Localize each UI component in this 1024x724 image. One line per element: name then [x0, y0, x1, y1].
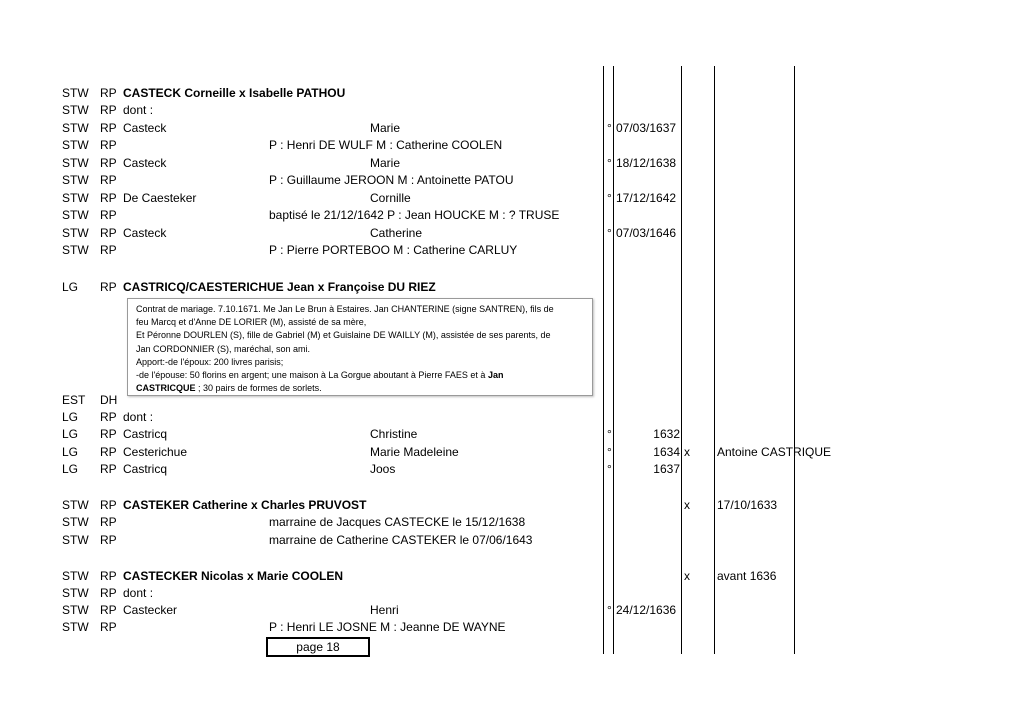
row-source: RP: [100, 121, 117, 135]
table-row: [0, 601, 1024, 619]
row-code: STW: [62, 226, 89, 240]
row-marriage-mark: x: [684, 569, 690, 583]
row-date: 24/12/1636: [616, 603, 677, 617]
row-source: RP: [100, 586, 117, 600]
row-source: RP: [100, 173, 117, 187]
table-row: [0, 408, 1024, 426]
row-surname: De Caesteker: [123, 191, 197, 205]
row-surname: Castecker: [123, 603, 178, 617]
row-given-name: Marie: [370, 121, 401, 135]
row-date: 07/03/1646: [616, 226, 677, 240]
row-note: baptisé le 21/12/1642 P : Jean HOUCKE M : ? TRUSE: [269, 208, 560, 222]
comment-line: Contrat de mariage. 7.10.1671. Me Jan Le Brun à Estaires. Jan CHANTERINE (signe SANTREN), fils de: [136, 304, 554, 314]
row-marriage-info: avant 1636: [717, 569, 777, 583]
row-code: STW: [62, 191, 89, 205]
row-surname: Casteck: [123, 226, 167, 240]
row-code: STW: [62, 603, 89, 617]
row-date: 17/12/1642: [616, 191, 677, 205]
row-given-name: Marie Madeleine: [370, 445, 459, 459]
table-row: [0, 567, 1024, 585]
row-surname: Casteck: [123, 121, 167, 135]
row-marriage-info: Antoine CASTRIQUE: [717, 445, 832, 459]
row-source: RP: [100, 515, 117, 529]
row-source: RP: [100, 138, 117, 152]
row-surname: Casteck: [123, 156, 167, 170]
comment-line: Jan CORDONNIER (S), maréchal, son ami.: [136, 343, 311, 354]
row-code: STW: [62, 121, 89, 135]
row-surname: dont :: [123, 103, 154, 117]
row-code: LG: [62, 427, 79, 441]
row-surname: dont :: [123, 586, 154, 600]
row-source: RP: [100, 427, 117, 441]
row-code: STW: [62, 515, 89, 529]
row-year: 1634: [653, 445, 680, 459]
row-source: RP: [100, 226, 117, 240]
row-code: STW: [62, 173, 89, 187]
comment-bold: Jan: [487, 370, 504, 381]
table-row: [0, 425, 1024, 443]
table-row: [0, 584, 1024, 602]
table-row: [0, 154, 1024, 172]
comment-line: [136, 382, 584, 395]
row-birth-mark: °: [607, 191, 612, 205]
comment-text: -de l'épouse: 50 florins en argent; une maison à La Gorgue aboutant à Pierre FAES et à: [136, 370, 488, 381]
row-code: STW: [62, 86, 89, 100]
table-row: [0, 206, 1024, 224]
table-row: [0, 513, 1024, 531]
table-row: [0, 460, 1024, 478]
row-code: STW: [62, 533, 89, 547]
row-birth-mark: °: [607, 226, 612, 240]
row-source: RP: [100, 445, 117, 459]
row-source: RP: [100, 243, 117, 257]
row-source: RP: [100, 208, 117, 222]
row-code: STW: [62, 569, 89, 583]
row-birth-mark: °: [607, 121, 612, 135]
row-year: 1637: [653, 462, 680, 476]
row-birth-mark: °: [607, 156, 612, 170]
row-source: DH: [100, 393, 118, 407]
row-source: RP: [100, 462, 117, 476]
row-birth-mark: °: [607, 445, 612, 459]
row-birth-mark: °: [607, 462, 612, 476]
row-surname: dont :: [123, 410, 154, 424]
row-code: STW: [62, 138, 89, 152]
comment-bold: CASTRICQUE: [136, 383, 196, 394]
table-row: [0, 136, 1024, 154]
row-year: 1632: [653, 427, 680, 441]
row-code: LG: [62, 410, 79, 424]
row-marriage-mark: x: [684, 498, 690, 512]
row-note: P : Henri LE JOSNE M : Jeanne DE WAYNE: [269, 620, 506, 634]
table-row: [0, 101, 1024, 119]
row-source: RP: [100, 620, 117, 634]
row-source: RP: [100, 280, 117, 294]
row-code: LG: [62, 445, 79, 459]
row-source: RP: [100, 569, 117, 583]
row-heading: CASTRICQ/CAESTERICHUE Jean x Françoise DU RIEZ: [123, 280, 436, 294]
row-note: marraine de Catherine CASTEKER le 07/06/1643: [269, 533, 533, 547]
row-birth-mark: °: [607, 603, 612, 617]
comment-line: [136, 369, 584, 382]
table-row: [0, 531, 1024, 549]
row-source: RP: [100, 410, 117, 424]
row-code: STW: [62, 586, 89, 600]
table-row: [0, 496, 1024, 514]
row-marriage-mark: x: [684, 445, 690, 459]
row-date: 18/12/1638: [616, 156, 677, 170]
row-code: LG: [62, 280, 79, 294]
page-number: page 18: [266, 637, 370, 657]
comment-line: feu Marcq et d'Anne DE LORIER (M), assisté de sa mère,: [136, 317, 367, 328]
table-row: [0, 618, 1024, 636]
row-source: RP: [100, 156, 117, 170]
row-birth-mark: °: [607, 427, 612, 441]
row-code: STW: [62, 156, 89, 170]
row-heading: CASTECK Corneille x Isabelle PATHOU: [123, 86, 346, 100]
table-row: [0, 241, 1024, 259]
row-surname: Cesterichue: [123, 445, 188, 459]
row-code: STW: [62, 498, 89, 512]
row-code: LG: [62, 462, 79, 476]
row-code: STW: [62, 103, 89, 117]
row-code: STW: [62, 620, 89, 634]
row-source: RP: [100, 103, 117, 117]
row-note: P : Henri DE WULF M : Catherine COOLEN: [269, 138, 503, 152]
row-code: EST: [62, 393, 86, 407]
row-note: P : Pierre PORTEBOO M : Catherine CARLUY: [269, 243, 518, 257]
comment-line: Apport:-de l'époux: 200 livres parisis;: [136, 356, 284, 367]
comment-line: Et Péronne DOURLEN (S), fille de Gabriel (M) et Guislaine DE WAILLY (M), assistée de ses parents, de: [136, 330, 551, 341]
row-heading: CASTECKER Nicolas x Marie COOLEN: [123, 569, 344, 583]
table-row: [0, 224, 1024, 242]
row-source: RP: [100, 533, 117, 547]
row-source: RP: [100, 86, 117, 100]
row-date: 07/03/1637: [616, 121, 677, 135]
row-given-name: Christine: [370, 427, 418, 441]
row-given-name: Catherine: [370, 226, 423, 240]
row-source: RP: [100, 603, 117, 617]
row-surname: Castricq: [123, 427, 168, 441]
row-code: STW: [62, 208, 89, 222]
table-row: [0, 443, 1024, 461]
table-row: [0, 278, 1024, 296]
row-given-name: Joos: [370, 462, 396, 476]
comment-text: ; 30 pairs de formes de sorlets.: [195, 383, 322, 394]
row-given-name: Henri: [370, 603, 399, 617]
row-surname: Castricq: [123, 462, 168, 476]
row-marriage-info: 17/10/1633: [717, 498, 778, 512]
table-row: [0, 171, 1024, 189]
row-note: P : Guillaume JEROON M : Antoinette PATOU: [269, 173, 514, 187]
row-given-name: Cornille: [370, 191, 411, 205]
row-code: STW: [62, 243, 89, 257]
table-row: [0, 189, 1024, 207]
row-heading: CASTEKER Catherine x Charles PRUVOST: [123, 498, 367, 512]
row-given-name: Marie: [370, 156, 401, 170]
row-source: RP: [100, 191, 117, 205]
row-note: marraine de Jacques CASTECKE le 15/12/1638: [269, 515, 526, 529]
table-row: [0, 84, 1024, 102]
table-row: [0, 119, 1024, 137]
row-source: RP: [100, 498, 117, 512]
comment-box: [127, 298, 593, 396]
